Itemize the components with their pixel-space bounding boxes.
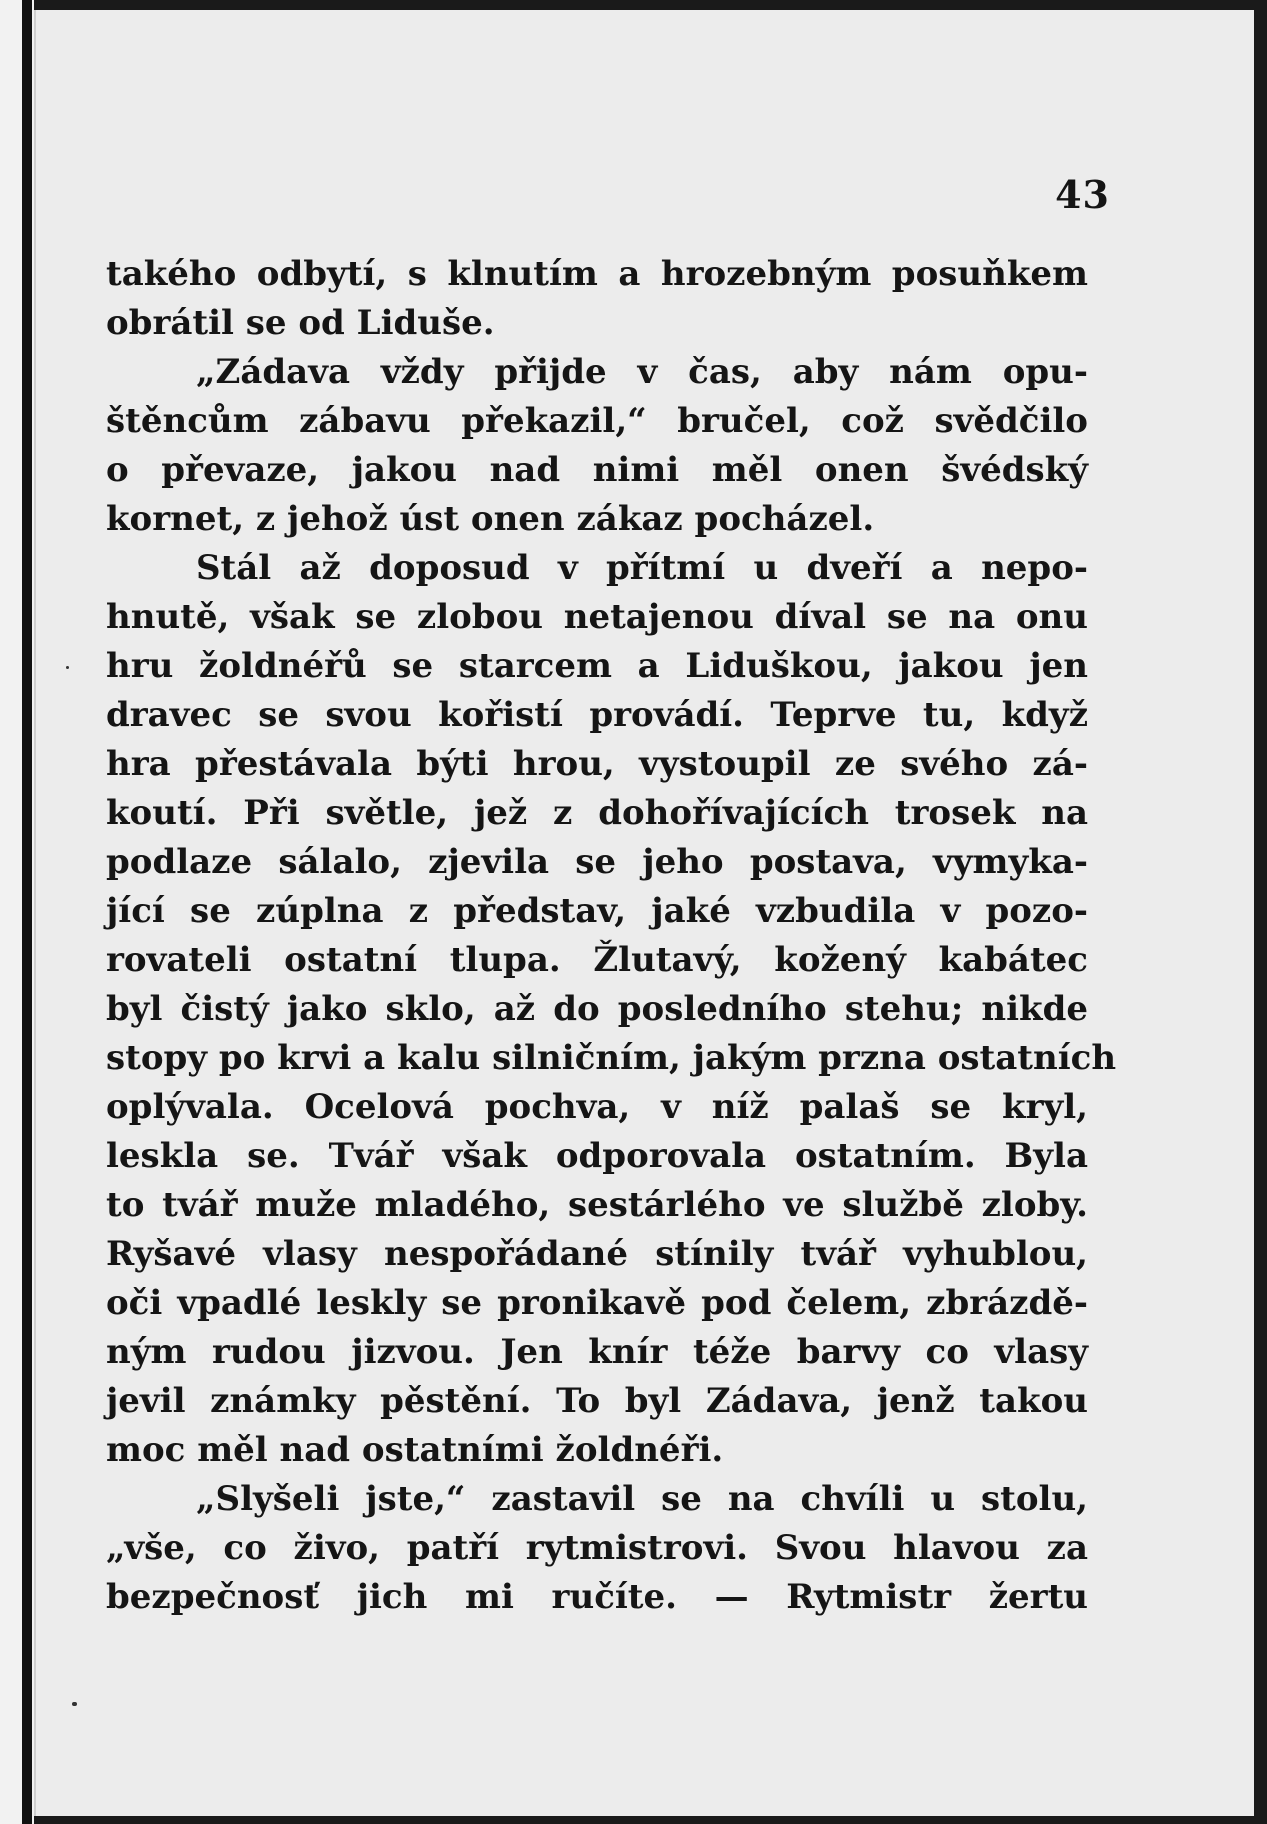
body-text [106,250,1117,1622]
text-line: moc měl nad ostatními žoldnéři. [106,1430,724,1470]
text-line: hnutě, však se zlobou netajenou díval se na onu [106,597,1088,637]
text-line: ným rudou jizvou. Jen knír téže barvy co vlasy [106,1332,1088,1372]
text-line: hru žoldnéřů se starcem a Liduškou, jakou jen [106,646,1088,686]
text-line: byl čistý jako sklo, až do posledního stehu; nikde [106,989,1088,1029]
left-page-strip [0,0,34,1824]
text-line: štěncům zábavu překazil,“ bručel, což svědčilo [106,401,1088,441]
print-speck [66,666,69,669]
text-line: oči vpadlé leskly se pronikavě pod čelem, zbrázdě- [106,1283,1088,1323]
text-line: stopy po krvi a kalu silničním, jakým przna ostatních [106,1038,1117,1078]
text-line: koutí. Při světle, jež z dohořívajících trosek na [106,793,1088,833]
text-line: takého odbytí, s klnutím a hrozebným posuňkem [106,254,1088,294]
text-line: Ryšavé vlasy nespořádané stínily tvář vyhublou, [106,1234,1088,1274]
text-line: hra přestávala býti hrou, vystoupil ze svého zá- [106,744,1088,784]
text-line: dravec se svou kořistí provádí. Teprve tu, když [106,695,1088,735]
print-speck [72,1702,77,1706]
text-line: „vše, co živo, patří rytmistrovi. Svou hlavou za [106,1528,1088,1568]
page-edge-shadow [22,0,32,1824]
text-line: kornet, z jehož úst onen zákaz pocházel. [106,499,875,539]
text-line: leskla se. Tvář však odporovala ostatním. Byla [106,1136,1088,1176]
text-line: o převaze, jakou nad nimi měl onen švédský [106,450,1088,490]
text-line: „Zádava vždy přijde v čas, aby nám opu- [196,352,1088,392]
page-number: 43 [1055,172,1110,217]
text-line: Stál až doposud v přítmí u dveří a nepo- [196,548,1088,588]
text-line: jící se zúplna z představ, jaké vzbudila v pozo- [106,891,1088,931]
text-line: bezpečnosť jich mi ručíte. — Rytmistr žertu [106,1577,1088,1617]
text-line: obrátil se od Liduše. [106,303,495,343]
text-line: jevil známky pěstění. To byl Zádava, jenž takou [106,1381,1088,1421]
text-line: rovateli ostatní tlupa. Žlutavý, kožený kabátec [106,940,1088,980]
text-line: „Slyšeli jste,“ zastavil se na chvíli u stolu, [196,1479,1088,1519]
text-line: to tvář muže mladého, sestárlého ve službě zloby. [106,1185,1088,1225]
text-line: oplývala. Ocelová pochva, v níž palaš se kryl, [106,1087,1088,1127]
text-line: podlaze sálalo, zjevila se jeho postava, vymyka- [106,842,1088,882]
